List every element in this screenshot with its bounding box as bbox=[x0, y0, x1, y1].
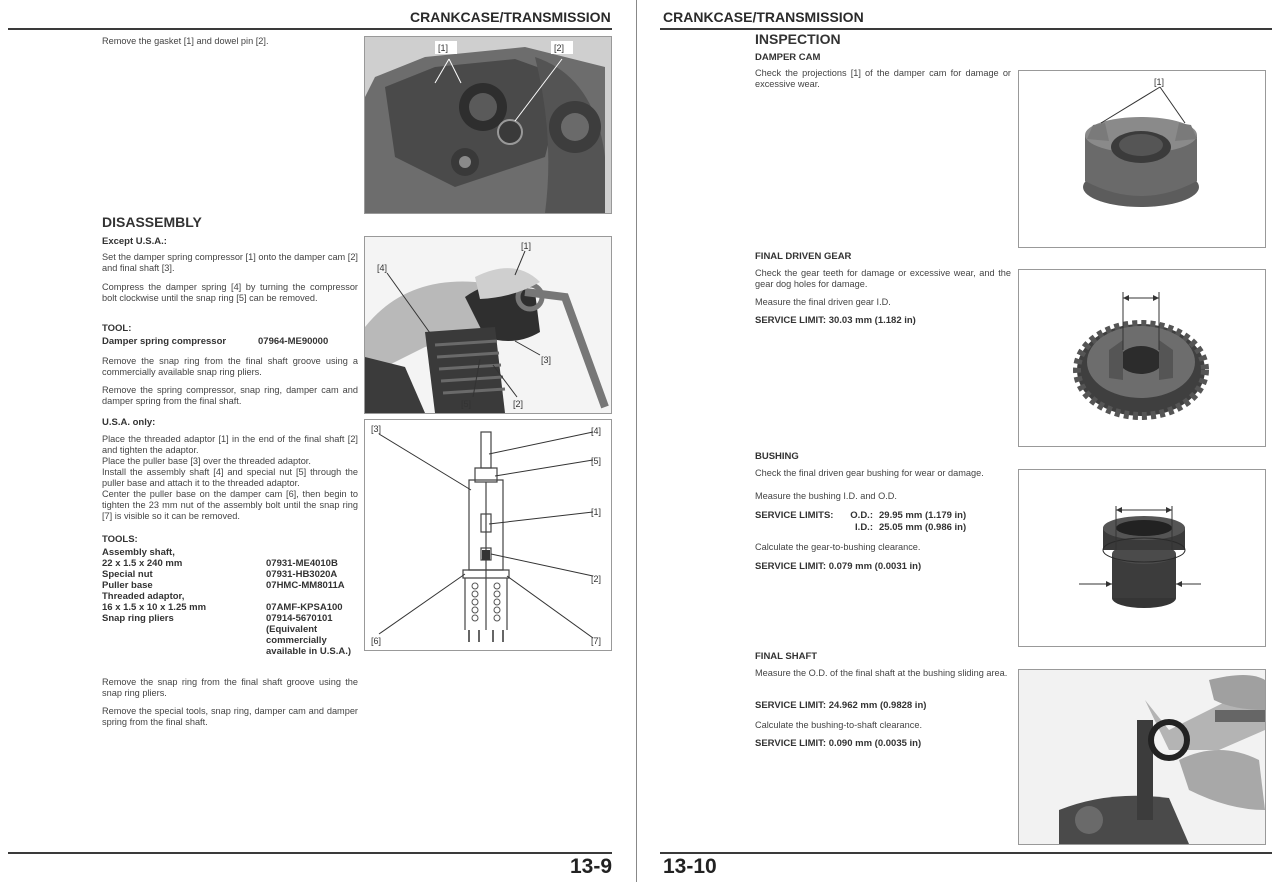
tools-row: Snap ring pliers 07914-5670101 bbox=[102, 613, 333, 624]
bushing-od-value: 29.95 mm (1.179 in) bbox=[879, 510, 967, 521]
final-driven-gear-photo bbox=[1018, 269, 1266, 447]
bushing-id-value: 25.05 mm (0.986 in) bbox=[879, 522, 967, 533]
tools-row: 22 x 1.5 x 240 mm 07931-ME4010B bbox=[102, 558, 338, 569]
bushing-text1: Check the final driven gear bushing for wear or damage. bbox=[755, 468, 984, 478]
fig2-callout-2: [2] bbox=[513, 399, 524, 409]
damper-cam-title: DAMPER CAM bbox=[755, 52, 821, 63]
fig3-callout-6: [6] bbox=[371, 636, 382, 646]
disassembly-p3: Remove the snap ring from the final shaft groove using a commercially available snap ring pliers. bbox=[102, 356, 358, 377]
final-shaft-photo bbox=[1018, 669, 1266, 845]
fig3-callout-3: [3] bbox=[371, 424, 382, 434]
usa-p5a: Place the threaded adaptor [1] in the end of the final shaft [2] and tighten the adaptor. bbox=[102, 434, 358, 455]
fig3-callout-2: [2] bbox=[591, 574, 602, 584]
final-driven-gear-text1: Check the gear teeth for damage or excessive wear, and the gear dog holes for damage. bbox=[755, 268, 1011, 289]
right-footer-rule bbox=[660, 852, 1272, 854]
left-page-header: CRANKCASE/TRANSMISSION bbox=[410, 9, 611, 25]
disassembly-p2: Compress the damper spring [4] by turning the compressor bolt clockwise until the snap ring [5] can be removed. bbox=[102, 282, 358, 303]
tool-name: Damper spring compressor bbox=[102, 336, 227, 347]
spring-compressor-photo bbox=[364, 236, 612, 414]
bushing-limits-label: SERVICE LIMITS: bbox=[755, 510, 834, 521]
bushing-od-label: O.D.: bbox=[850, 510, 873, 521]
final-driven-gear-title: FINAL DRIVEN GEAR bbox=[755, 251, 852, 262]
except-usa-heading: Except U.S.A.: bbox=[102, 236, 167, 247]
fig2-callout-1: [1] bbox=[521, 241, 532, 251]
fig3-callout-1: [1] bbox=[591, 507, 602, 517]
tools-row: Special nut 07931-HB3020A bbox=[102, 569, 338, 580]
right-page-header: CRANKCASE/TRANSMISSION bbox=[663, 9, 864, 25]
final-shaft-text2: Calculate the bushing-to-shaft clearance. bbox=[755, 720, 923, 730]
usa-instructions bbox=[102, 434, 358, 522]
right-page-number: 13-10 bbox=[663, 855, 717, 878]
tools-row: Threaded adaptor, bbox=[102, 591, 185, 602]
usa-p5b: Place the puller base [3] over the threaded adaptor. bbox=[102, 456, 311, 466]
final-driven-gear-limit: SERVICE LIMIT: 30.03 mm (1.182 in) bbox=[755, 315, 916, 326]
bushing-photo bbox=[1018, 469, 1266, 647]
damper-cam-photo bbox=[1018, 70, 1266, 248]
tools-label: TOOLS: bbox=[102, 534, 138, 545]
tool-number: 07964-ME90000 bbox=[258, 336, 329, 347]
intro-text: Remove the gasket [1] and dowel pin [2]. bbox=[102, 36, 269, 46]
final-shaft-title: FINAL SHAFT bbox=[755, 651, 818, 662]
tools-row: commercially bbox=[266, 635, 327, 646]
bushing-text3: Calculate the gear-to-bushing clearance. bbox=[755, 542, 921, 552]
tools-row: (Equivalent bbox=[266, 624, 318, 635]
bushing-title: BUSHING bbox=[755, 451, 799, 462]
usa-p5d: Center the puller base on the damper cam [6], then begin to tighten the 23 mm nut of the assembly bolt until the snap ring [7] is visible so it can be removed. bbox=[102, 489, 358, 521]
fig1-callout-1: [1] bbox=[438, 43, 449, 53]
disassembly-p4: Remove the spring compressor, snap ring, damper cam and damper spring from the final shaft. bbox=[102, 385, 358, 406]
tools-row: available in U.S.A.) bbox=[266, 646, 351, 657]
disassembly-p7: Remove the special tools, snap ring, damper cam and damper spring from the final shaft. bbox=[102, 706, 358, 727]
damper-cam-callout: [1] bbox=[1154, 77, 1165, 87]
left-header-rule bbox=[8, 28, 612, 30]
fig2-callout-3: [3] bbox=[541, 355, 552, 365]
fig1-callout-2: [2] bbox=[554, 43, 565, 53]
bushing-text2: Measure the bushing I.D. and O.D. bbox=[755, 491, 897, 501]
fig2-callout-5: [5] bbox=[461, 399, 472, 409]
inspection-title: INSPECTION bbox=[755, 31, 841, 47]
left-page-number: 13-9 bbox=[569, 855, 612, 878]
final-shaft-text1: Measure the O.D. of the final shaft at the bushing sliding area. bbox=[755, 668, 1008, 678]
bushing-id-label: I.D.: bbox=[855, 522, 873, 533]
usa-p5c: Install the assembly shaft [4] and special nut [5] through the puller base and attach it to the threaded adaptor. bbox=[102, 467, 358, 488]
disassembly-p6: Remove the snap ring from the final shaft groove using the snap ring pliers. bbox=[102, 677, 358, 698]
tools-row: Puller base 07HMC-MM8011A bbox=[102, 580, 345, 591]
left-footer-rule bbox=[8, 852, 612, 854]
damper-cam-text: Check the projections [1] of the damper cam for damage or excessive wear. bbox=[755, 68, 1011, 89]
tools-row: 16 x 1.5 x 10 x 1.25 mm 07AMF-KPSA100 bbox=[102, 602, 343, 613]
disassembly-title: DISASSEMBLY bbox=[102, 214, 202, 230]
tools-table bbox=[102, 547, 376, 657]
bushing-limit2: SERVICE LIMIT: 0.079 mm (0.0031 in) bbox=[755, 561, 922, 572]
tool-label: TOOL: bbox=[102, 323, 132, 334]
fig2-callout-4: [4] bbox=[377, 263, 388, 273]
final-shaft-limit1: SERVICE LIMIT: 24.962 mm (0.9828 in) bbox=[755, 700, 927, 711]
final-shaft-limit2: SERVICE LIMIT: 0.090 mm (0.0035 in) bbox=[755, 738, 922, 749]
fig3-callout-4: [4] bbox=[591, 426, 602, 436]
disassembly-p1: Set the damper spring compressor [1] onto the damper cam [2] and final shaft [3]. bbox=[102, 252, 358, 273]
crankcase-gasket-photo bbox=[364, 36, 612, 214]
usa-only-heading: U.S.A. only: bbox=[102, 417, 156, 428]
puller-tool-diagram bbox=[364, 419, 612, 651]
tools-row: Assembly shaft, bbox=[102, 547, 175, 558]
page-gutter bbox=[636, 0, 637, 882]
fig3-callout-5: [5] bbox=[591, 456, 602, 466]
final-driven-gear-text2: Measure the final driven gear I.D. bbox=[755, 297, 891, 307]
fig3-callout-7: [7] bbox=[591, 636, 602, 646]
right-header-rule bbox=[660, 28, 1272, 30]
